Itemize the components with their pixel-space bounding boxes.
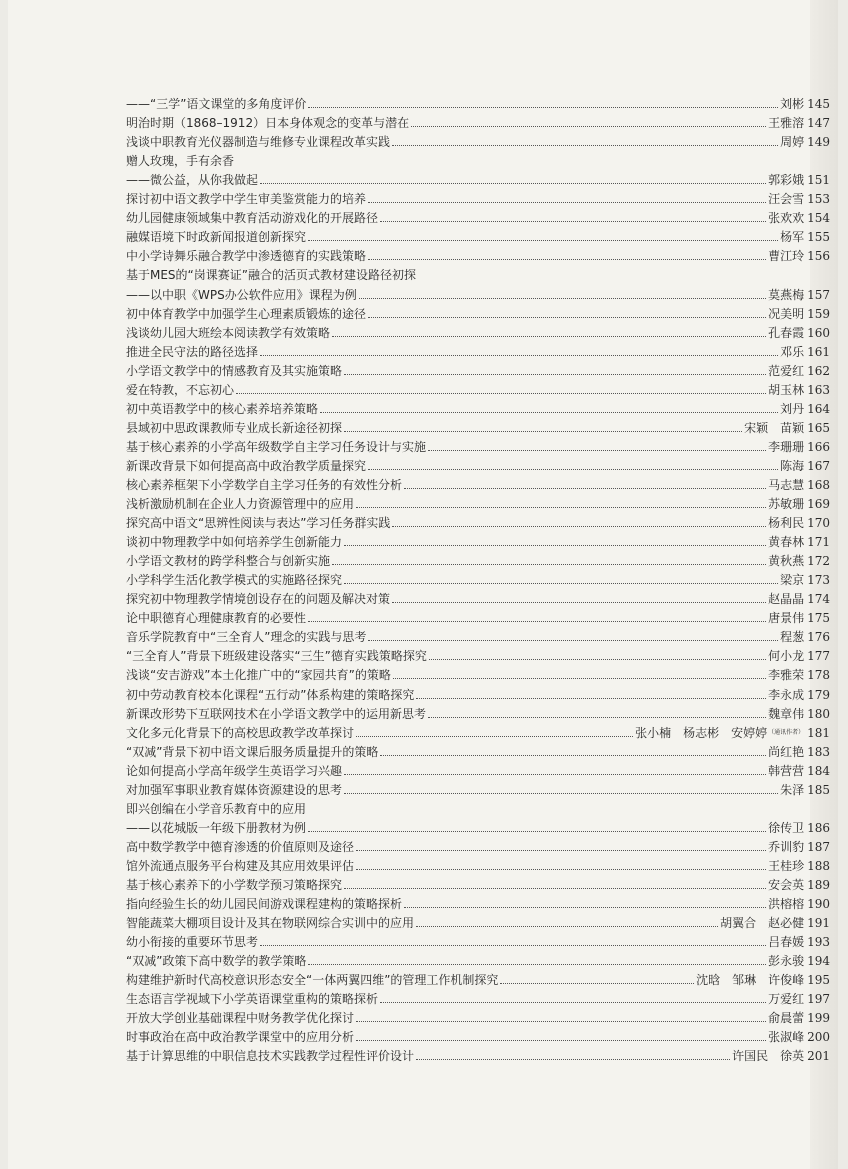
toc-entry-author: 黄春林 (768, 535, 805, 550)
toc-entry-author: 汪会雪 (768, 192, 805, 207)
dot-leader (308, 107, 778, 108)
dot-leader (428, 450, 766, 451)
toc-entry (126, 835, 830, 854)
toc-entry-author: 唐景伟 (768, 611, 805, 626)
toc-entry-author: 刘丹 (780, 401, 805, 416)
toc-entry-page-number: 164 (807, 401, 830, 416)
toc-entry-author: 况美明 (768, 306, 805, 321)
toc-entry-title: 时事政治在高中政治教学课堂中的应用分析 (126, 1030, 355, 1045)
toc-entry-title: 中小学诗舞乐融合教学中渗透德育的实践策略 (126, 249, 367, 264)
dot-leader (344, 431, 742, 432)
toc-entry-author: 魏章伟 (768, 706, 805, 721)
toc-entry (126, 511, 830, 530)
toc-entry (126, 302, 830, 321)
dot-leader (368, 469, 778, 470)
toc-entry-page-number: 156 (807, 249, 830, 264)
toc-entry-page-number: 170 (807, 516, 830, 531)
toc-entry-author: 程葱 (780, 630, 805, 645)
dot-leader (356, 850, 766, 851)
dot-leader (380, 1002, 766, 1003)
toc-entry-author: 徐传卫 (768, 820, 805, 835)
toc-entry (126, 587, 830, 606)
toc-entry-page-number: 163 (807, 382, 830, 397)
toc-entry (126, 225, 830, 244)
dot-leader (332, 564, 766, 565)
toc-entry-title: 幼小衔接的重要环节思考 (126, 935, 259, 950)
dot-leader (356, 507, 766, 508)
toc-entry-title: 新课改背景下如何提高高中政治教学质量探究 (126, 458, 367, 473)
toc-entry-page-number: 186 (807, 820, 830, 835)
toc-entry (126, 397, 830, 416)
toc-entry-page-number: 179 (807, 687, 830, 702)
toc-entry (126, 873, 830, 892)
dot-leader (308, 831, 766, 832)
toc-entry-author: 张淑峰 (768, 1030, 805, 1045)
toc-entry (126, 378, 830, 397)
toc-entry (126, 892, 830, 911)
toc-entry-author: 苏敏珊 (768, 497, 805, 512)
toc-entry-page-number: 189 (807, 877, 830, 892)
toc-entry-title: 探究高中语文“思辨性阅读与表达”学习任务群实践 (126, 516, 391, 531)
toc-entry-page-number: 185 (807, 782, 830, 797)
toc-entry-author: 王雅溶 (768, 116, 805, 131)
toc-entry-title: 赠人玫瑰，手有余香 (126, 154, 235, 169)
toc-entry-title: 新课改形势下互联网技术在小学语文教学中的运用新思考 (126, 706, 427, 721)
toc-entry-author: 杨军 (780, 230, 805, 245)
toc-entry-page-number: 169 (807, 497, 830, 512)
dot-leader (344, 545, 766, 546)
toc-entry-page-number: 145 (807, 97, 830, 112)
toc-entry (126, 682, 830, 701)
toc-entry-title: 爱在特教，不忘初心 (126, 382, 235, 397)
document-page (8, 0, 838, 1169)
toc-entry-title: “双减”背景下初中语文课后服务质量提升的策略 (126, 744, 379, 759)
toc-entry-title: ——微公益，从你我做起 (126, 173, 259, 188)
toc-entry-title: 浅析激励机制在企业人力资源管理中的应用 (126, 497, 355, 512)
dot-leader (368, 317, 766, 318)
toc-entry-title: 浅谈“安吉游戏”本土化推广中的“家园共育”的策略 (126, 668, 391, 683)
dot-leader (332, 336, 766, 337)
dot-leader (344, 374, 766, 375)
toc-entry (126, 435, 830, 454)
dot-leader (356, 736, 633, 737)
toc-entry (126, 321, 830, 340)
toc-entry-page-number: 149 (807, 135, 830, 150)
toc-entry-author: 胡玉林 (768, 382, 805, 397)
toc-entry-author: 万爱红 (768, 992, 805, 1007)
toc-entry-page-number: 165 (807, 420, 830, 435)
toc-entry (126, 702, 830, 721)
toc-entry-title: 论如何提高小学高年级学生英语学习兴趣 (126, 763, 343, 778)
toc-entry (126, 568, 830, 587)
dot-leader (416, 698, 766, 699)
toc-entry (126, 492, 830, 511)
toc-entry-page-number: 153 (807, 192, 830, 207)
toc-entry-author: 杨利民 (768, 516, 805, 531)
toc-entry-author: 洪榕榕 (768, 897, 805, 912)
toc-entry (126, 340, 830, 359)
toc-entry-title: 基于核心素养的小学高年级数学自主学习任务设计与实施 (126, 439, 427, 454)
toc-entry-author: 张小楠 杨志彬 安婷婷 (635, 725, 768, 740)
toc-entry-page-number: 161 (807, 344, 830, 359)
dot-leader (392, 145, 778, 146)
toc-entry-title: 推进全民守法的路径选择 (126, 344, 259, 359)
toc-entry-title: 智能蔬菜大棚项目设计及其在物联网综合实训中的应用 (126, 916, 415, 931)
toc-entry (126, 1025, 830, 1044)
toc-entry (126, 740, 830, 759)
dot-leader (260, 945, 766, 946)
dot-leader (380, 755, 766, 756)
toc-entry-title: 谈初中物理教学中如何培养学生创新能力 (126, 535, 343, 550)
toc-entry-title: 融媒语境下时政新闻报道创新探究 (126, 230, 307, 245)
toc-entry-author: 韩营营 (768, 763, 805, 778)
toc-entry-page-number: 176 (807, 630, 830, 645)
toc-entry-author: 刘彬 (780, 97, 805, 112)
toc-entry-author: 黄秋燕 (768, 554, 805, 569)
toc-entry-title: 探究初中物理教学情境创设存在的问题及解决对策 (126, 592, 391, 607)
toc-entry-author: 安会英 (768, 877, 805, 892)
toc-entry-page-number: 157 (807, 287, 830, 302)
toc-entry (126, 721, 830, 740)
toc-entry-author: 邓乐 (780, 344, 805, 359)
toc-entry-author: 李珊珊 (768, 439, 805, 454)
toc-entry-page-number: 154 (807, 211, 830, 226)
dot-leader (368, 259, 766, 260)
toc-entry-author: 李永成 (768, 687, 805, 702)
dot-leader (308, 621, 766, 622)
toc-entry-title: 构建维护新时代高校意识形态安全“一体两翼四维”的管理工作机制探究 (126, 973, 499, 988)
toc-entry (126, 930, 830, 949)
toc-entry-title: 浅谈幼儿园大班绘本阅读教学有效策略 (126, 325, 331, 340)
toc-entry (126, 816, 830, 835)
toc-entry-title: ——以中职《WPS办公软件应用》课程为例 (126, 287, 357, 302)
toc-entry (126, 549, 830, 568)
table-of-contents (126, 92, 830, 1063)
toc-entry (126, 263, 830, 282)
toc-entry-author: 何小龙 (768, 649, 805, 664)
toc-entry-title: 生态语言学视域下小学英语课堂重构的策略探析 (126, 992, 379, 1007)
dot-leader (393, 678, 766, 679)
toc-entry-author: 朱泽 (780, 782, 805, 797)
dot-leader (368, 202, 766, 203)
toc-entry (126, 854, 830, 873)
toc-entry-title: “双减”政策下高中数学的教学策略 (126, 954, 307, 969)
dot-leader (429, 659, 766, 660)
toc-entry-page-number: 178 (807, 668, 830, 683)
toc-entry-author: 张欢欢 (768, 211, 805, 226)
toc-entry-author: 莫燕梅 (768, 287, 805, 302)
toc-entry-title: 明治时期（1868–1912）日本身体观念的变革与潜在 (126, 116, 410, 131)
toc-entry (126, 778, 830, 797)
toc-entry-author: 陈海 (780, 458, 805, 473)
toc-entry-page-number: 194 (807, 954, 830, 969)
dot-leader (404, 488, 766, 489)
toc-entry-title: ——以花城版一年级下册教材为例 (126, 820, 307, 835)
toc-entry-title: 开放大学创业基础课程中财务教学优化探讨 (126, 1011, 355, 1026)
toc-entry (126, 797, 830, 816)
toc-entry-page-number: 191 (807, 916, 830, 931)
toc-entry (126, 759, 830, 778)
toc-entry-title: 基于计算思维的中职信息技术实践教学过程性评价设计 (126, 1049, 415, 1064)
toc-entry (126, 968, 830, 987)
dot-leader (344, 583, 778, 584)
toc-entry-page-number: 177 (807, 649, 830, 664)
dot-leader (344, 774, 766, 775)
toc-entry-title: 小学科学生活化教学模式的实施路径探究 (126, 573, 343, 588)
toc-entry-title: 馆外流通点服务平台构建及其应用效果评估 (126, 858, 355, 873)
toc-entry (126, 663, 830, 682)
toc-entry-page-number: 173 (807, 573, 830, 588)
toc-entry (126, 949, 830, 968)
toc-entry (126, 168, 830, 187)
toc-entry (126, 911, 830, 930)
dot-leader (359, 298, 766, 299)
dot-leader (344, 888, 766, 889)
dot-leader (308, 240, 778, 241)
toc-entry-title: 小学语文教学中的情感教育及其实施策略 (126, 363, 343, 378)
toc-entry-title: 县域初中思政课教师专业成长新途径初探 (126, 420, 343, 435)
toc-entry-title: 浅谈中职教育光仪器制造与维修专业课程改革实践 (126, 135, 391, 150)
toc-entry-title: 初中体育教学中加强学生心理素质锻炼的途径 (126, 306, 367, 321)
dot-leader (236, 393, 766, 394)
toc-entry-page-number: 193 (807, 935, 830, 950)
dot-leader (416, 926, 718, 927)
toc-entry-page-number: 175 (807, 611, 830, 626)
toc-entry-page-number: 167 (807, 458, 830, 473)
toc-entry (126, 1044, 830, 1063)
dot-leader (500, 983, 694, 984)
toc-entry-author: 王桂珍 (768, 858, 805, 873)
toc-entry-page-number: 168 (807, 477, 830, 492)
toc-entry-author: 周婷 (780, 135, 805, 150)
toc-entry-page-number: 159 (807, 306, 830, 321)
toc-entry-page-number: 183 (807, 744, 830, 759)
toc-entry-author: 孔春霞 (768, 325, 805, 340)
toc-entry-page-number: 199 (807, 1011, 830, 1026)
toc-entry-author: 沈晗 邹琳 许俊峰 (696, 973, 805, 988)
toc-entry-author: 赵晶晶 (768, 592, 805, 607)
dot-leader (320, 412, 778, 413)
toc-entry-page-number: 188 (807, 858, 830, 873)
dot-leader (344, 793, 778, 794)
toc-entry-title: 小学语文教材的跨学科整合与创新实施 (126, 554, 331, 569)
toc-entry-page-number: 151 (807, 173, 830, 188)
corresponding-author-note: （通讯作者） (768, 728, 805, 736)
toc-entry-page-number: 162 (807, 363, 830, 378)
toc-entry-author: 吕春媛 (768, 935, 805, 950)
dot-leader (260, 355, 778, 356)
toc-entry (126, 149, 830, 168)
toc-entry (126, 530, 830, 549)
toc-entry-page-number: 181 (807, 725, 830, 740)
toc-entry-title: 核心素养框架下小学数学自主学习任务的有效性分析 (126, 477, 403, 492)
toc-entry-author: 彭永骏 (768, 954, 805, 969)
toc-entry-page-number: 166 (807, 439, 830, 454)
toc-entry (126, 244, 830, 263)
toc-entry (126, 111, 830, 130)
toc-entry (126, 130, 830, 149)
toc-entry-page-number: 180 (807, 706, 830, 721)
toc-entry-page-number: 200 (807, 1030, 830, 1045)
dot-leader (428, 717, 766, 718)
dot-leader (260, 183, 766, 184)
toc-entry (126, 454, 830, 473)
dot-leader (411, 126, 766, 127)
dot-leader (380, 221, 766, 222)
toc-entry-author: 郭彩娥 (768, 173, 805, 188)
toc-entry-title: 基于MES的“岗课赛证”融合的活页式教材建设路径初探 (126, 268, 416, 283)
toc-entry-title: 高中数学教学中德育渗透的价值原则及途径 (126, 839, 355, 854)
toc-entry (126, 644, 830, 663)
toc-entry-page-number: 187 (807, 839, 830, 854)
toc-entry-page-number: 171 (807, 535, 830, 550)
toc-entry-title: 初中英语教学中的核心素养培养策略 (126, 401, 319, 416)
toc-entry (126, 473, 830, 492)
toc-entry (126, 625, 830, 644)
toc-entry (126, 416, 830, 435)
toc-entry-title: 幼儿园健康领域集中教育活动游戏化的开展路径 (126, 211, 379, 226)
toc-entry-page-number: 174 (807, 592, 830, 607)
toc-entry-author: 宋颖 苗颖 (744, 420, 805, 435)
toc-entry-title: 即兴创编在小学音乐教育中的应用 (126, 801, 307, 816)
toc-entry (126, 282, 830, 301)
toc-entry-title: 文化多元化背景下的高校思政教学改革探讨 (126, 725, 355, 740)
toc-entry-author: 许国民 徐英 (732, 1049, 805, 1064)
dot-leader (308, 964, 766, 965)
toc-entry (126, 987, 830, 1006)
dot-leader (404, 907, 766, 908)
toc-entry-page-number: 155 (807, 230, 830, 245)
toc-entry-page-number: 172 (807, 554, 830, 569)
toc-entry-title: 论中职德育心理健康教育的必要性 (126, 611, 307, 626)
toc-entry-page-number: 184 (807, 763, 830, 778)
toc-entry (126, 1006, 830, 1025)
toc-entry-author: 马志慧 (768, 477, 805, 492)
toc-entry-author: 曹江玲 (768, 249, 805, 264)
toc-entry-title: “三全育人”背景下班级建设落实“三生”德育实践策略探究 (126, 649, 427, 664)
toc-entry-title: 对加强军事职业教育媒体资源建设的思考 (126, 782, 343, 797)
toc-entry-author: 乔训豹 (768, 839, 805, 854)
toc-entry-author: 梁京 (780, 573, 805, 588)
toc-entry-title: 基于核心素养下的小学数学预习策略探究 (126, 877, 343, 892)
toc-entry-title: 音乐学院教育中“三全育人”理念的实践与思考 (126, 630, 367, 645)
toc-entry (126, 206, 830, 225)
toc-entry-page-number: 195 (807, 973, 830, 988)
dot-leader (416, 1059, 730, 1060)
toc-entry-author: 范爱红 (768, 363, 805, 378)
toc-entry-title: 初中劳动教育校本化课程“五行动”体系构建的策略探究 (126, 687, 415, 702)
toc-entry (126, 606, 830, 625)
toc-entry (126, 187, 830, 206)
toc-entry-page-number: 197 (807, 992, 830, 1007)
dot-leader (392, 526, 766, 527)
toc-entry (126, 359, 830, 378)
toc-entry-page-number: 160 (807, 325, 830, 340)
toc-entry-page-number: 201 (807, 1049, 830, 1064)
dot-leader (368, 640, 778, 641)
toc-entry-page-number: 190 (807, 897, 830, 912)
toc-entry-title: 指向经验生长的幼儿园民间游戏课程建构的策略探析 (126, 897, 403, 912)
dot-leader (356, 1021, 766, 1022)
toc-entry-author: 胡翼合 赵必健 (720, 916, 805, 931)
dot-leader (356, 869, 766, 870)
toc-entry-author: 尚红艳 (768, 744, 805, 759)
toc-entry-author: 俞晨蕾 (768, 1011, 805, 1026)
toc-entry (126, 92, 830, 111)
toc-entry-page-number: 147 (807, 116, 830, 131)
toc-entry-title: ——“三学”语文课堂的多角度评价 (126, 97, 307, 112)
toc-entry-author: 李雅荣 (768, 668, 805, 683)
dot-leader (356, 1040, 766, 1041)
dot-leader (392, 602, 766, 603)
toc-entry-title: 探讨初中语文教学中学生审美鉴赏能力的培养 (126, 192, 367, 207)
